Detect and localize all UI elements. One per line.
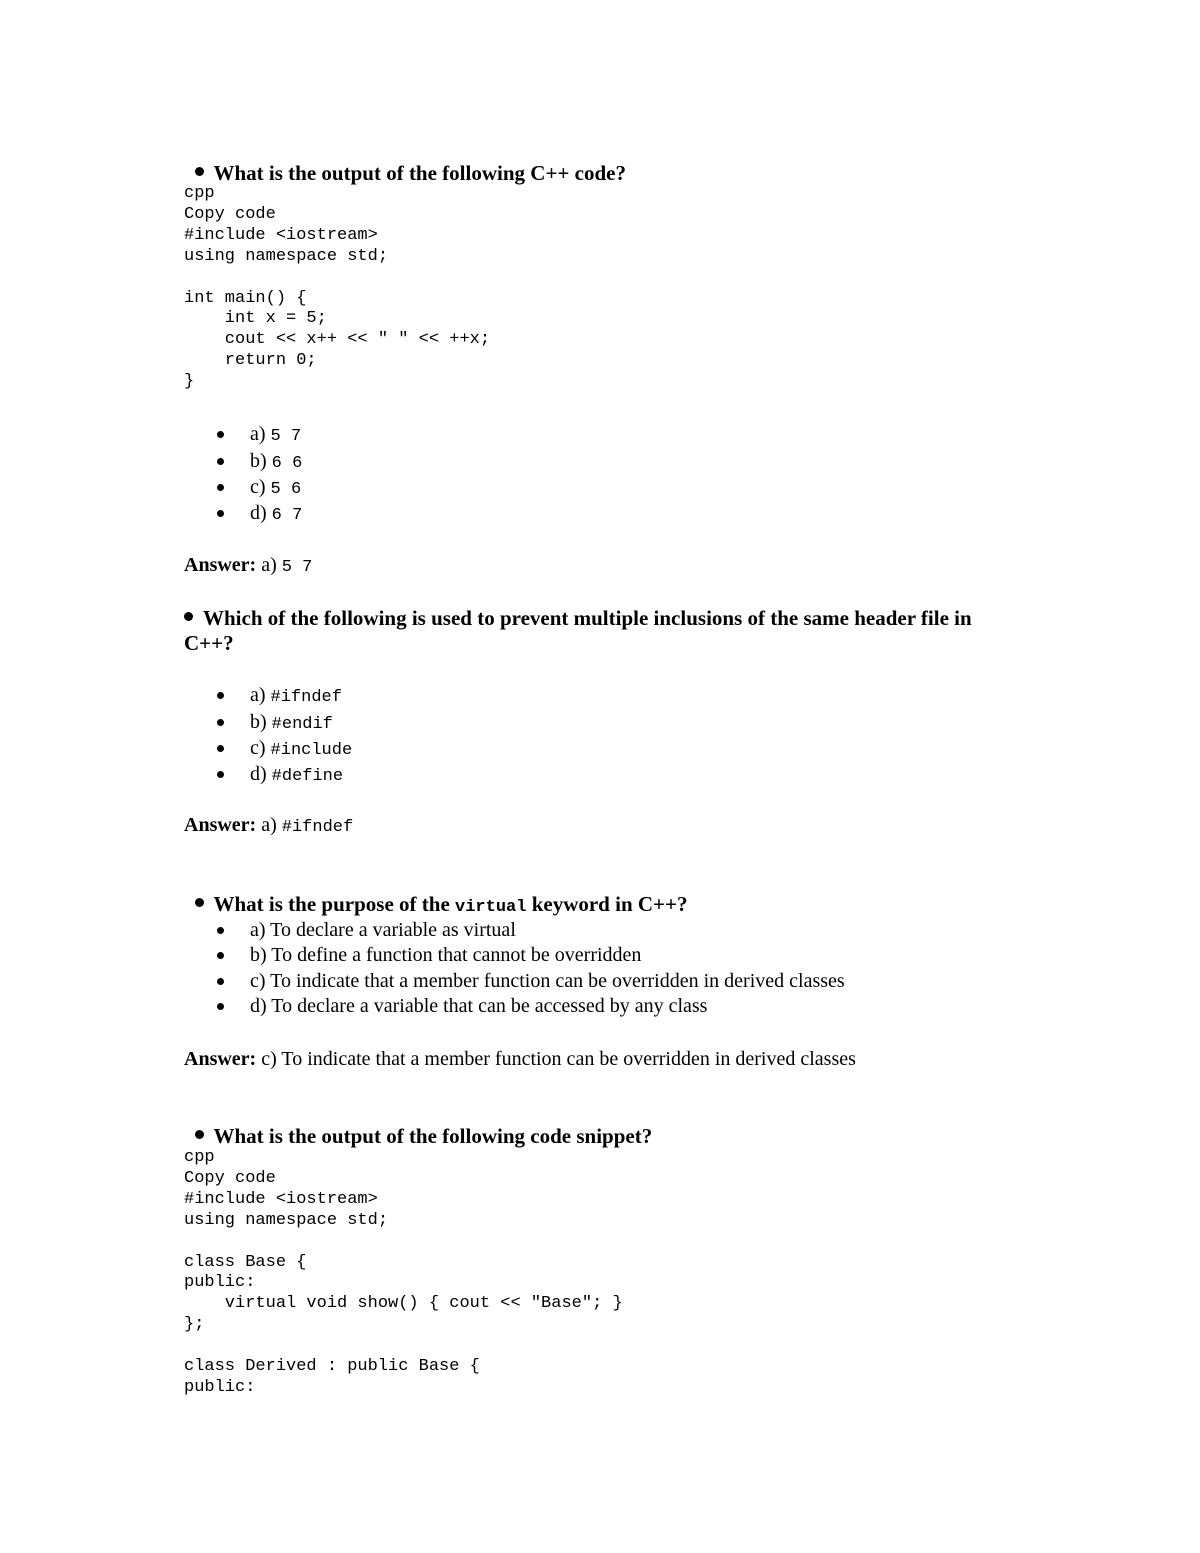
- bullet-icon: [217, 431, 224, 438]
- option-1b: [250, 448, 302, 477]
- option-value: #define: [271, 767, 344, 786]
- option-value: #endif: [271, 715, 333, 734]
- option-3d: d) To declare a variable that can be accessed by any class: [250, 995, 708, 1017]
- question-2: [184, 606, 1024, 656]
- option-3c: c) To indicate that a member function can be overridden in derived classes: [250, 970, 845, 992]
- bullet-icon: [217, 978, 224, 985]
- option-label: c): [250, 737, 271, 759]
- option-value: #include: [270, 741, 353, 760]
- bullet-icon: [217, 952, 224, 959]
- option-label: a): [250, 423, 271, 445]
- answer-text: c) To indicate that a member function can be overridden in derived classes: [256, 1048, 856, 1070]
- bullet-icon: [195, 1130, 204, 1139]
- question-3-code: virtual: [455, 898, 527, 917]
- option-label: a): [250, 684, 271, 706]
- question-3-text: What is the purpose of the: [213, 892, 456, 916]
- bullet-icon: [184, 612, 193, 621]
- option-label: b): [250, 711, 272, 733]
- option-label: d): [250, 763, 272, 785]
- code-block-1: cpp Copy code #include <iostream> using namespace std; int main() { int x = 5; cout << x++ << " " << ++x; return 0; }: [184, 184, 491, 392]
- option-label: b): [250, 450, 272, 472]
- answer-label: Answer:: [184, 554, 257, 576]
- question-4-text: What is the output of the following code snippet?: [213, 1124, 653, 1148]
- option-value: 5 6: [270, 480, 302, 499]
- option-3a: a) To declare a variable as virtual: [250, 919, 516, 941]
- answer-prefix: a): [256, 554, 282, 576]
- answer-prefix: a): [256, 814, 282, 836]
- option-value: 6 7: [271, 506, 303, 525]
- question-4: [184, 1099, 652, 1149]
- option-1a: [250, 421, 301, 450]
- option-value: 6 6: [271, 454, 303, 473]
- answer-value: 5 7: [281, 558, 313, 577]
- option-value: #ifndef: [270, 688, 342, 707]
- bullet-icon: [217, 692, 224, 699]
- option-3b: b) To define a function that cannot be overridden: [250, 944, 642, 966]
- answer-label: Answer:: [184, 814, 257, 836]
- bullet-icon: [217, 1003, 224, 1010]
- option-1c: [250, 474, 301, 503]
- bullet-icon: [217, 927, 224, 934]
- bullet-icon: [195, 167, 204, 176]
- bullet-icon: [217, 458, 224, 465]
- option-1d: [250, 500, 302, 529]
- bullet-icon: [217, 719, 224, 726]
- question-3: [184, 867, 687, 920]
- bullet-icon: [217, 484, 224, 491]
- option-2d: [250, 761, 343, 790]
- answer-3: [184, 1046, 856, 1072]
- option-label: c): [250, 476, 271, 498]
- option-2b: [250, 709, 333, 738]
- bullet-icon: [195, 898, 204, 907]
- answer-1: [184, 552, 312, 581]
- answer-2: [184, 812, 353, 841]
- question-1: [184, 136, 626, 186]
- option-value: 5 7: [270, 427, 302, 446]
- bullet-icon: [217, 771, 224, 778]
- question-3-text-end: keyword in C++?: [526, 892, 688, 916]
- option-2c: [250, 735, 352, 764]
- question-1-text: What is the output of the following C++ code?: [213, 161, 626, 185]
- bullet-icon: [217, 510, 224, 517]
- answer-label: Answer:: [184, 1048, 257, 1070]
- question-2-text: Which of the following is used to prevent multiple inclusions of the same header file in C++?: [184, 606, 972, 655]
- answer-value: #ifndef: [281, 818, 354, 837]
- code-block-4: cpp Copy code #include <iostream> using namespace std; class Base { public: virtual void show() { cout << "Base"; } }; class Derived : public Base { public:: [184, 1148, 623, 1397]
- option-label: d): [250, 502, 272, 524]
- bullet-icon: [217, 745, 224, 752]
- option-2a: [250, 682, 342, 711]
